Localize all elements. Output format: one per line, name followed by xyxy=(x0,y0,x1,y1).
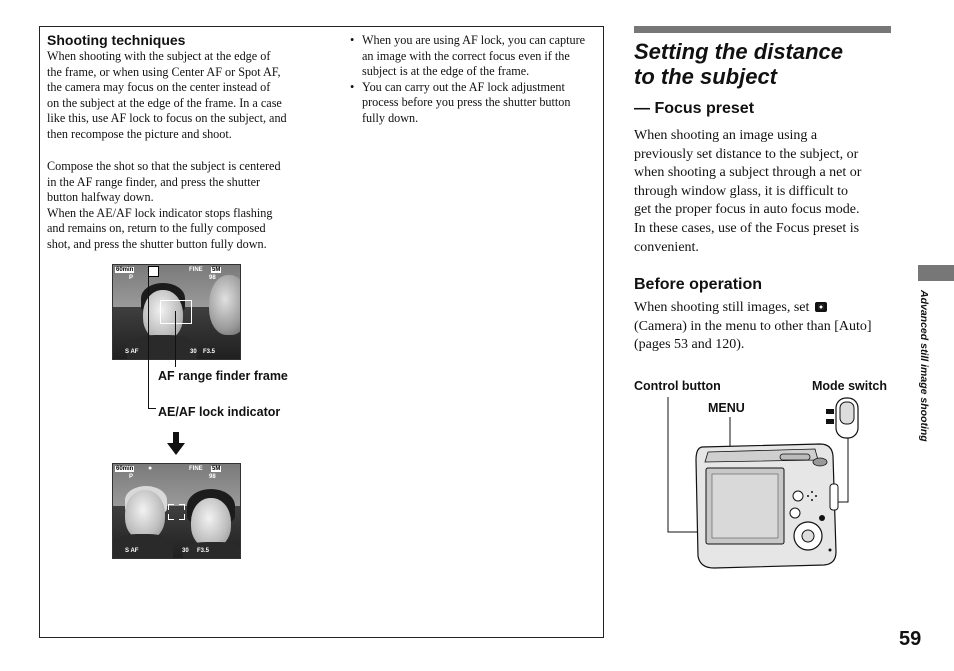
shutter-speed: 30 xyxy=(182,548,189,554)
text-line: convenient. xyxy=(634,239,699,255)
af-range-finder-label: AF range finder frame xyxy=(158,369,288,383)
section-title-bar xyxy=(634,26,891,33)
remaining-count: 98 xyxy=(209,474,216,480)
af-bracket-tr xyxy=(179,504,185,510)
menu-label: MENU xyxy=(708,401,745,415)
text-line: the camera may focus on the center instead of xyxy=(47,80,271,95)
focus-preset-intro xyxy=(634,127,894,257)
page-title xyxy=(634,39,904,89)
lcd-screen-recomposed xyxy=(112,463,241,559)
page-number: 59 xyxy=(899,628,922,650)
af-lock-bullets xyxy=(348,33,593,127)
ae-af-lock-dot-icon: ● xyxy=(148,465,153,472)
text-line: like this, use AF lock to focus on the subject, and xyxy=(47,111,287,126)
before-operation-text xyxy=(634,299,894,355)
text-line: When the AE/AF lock indicator stops flashing xyxy=(47,205,273,220)
text-line: In these cases, use of the Focus preset is xyxy=(634,220,860,236)
text-line: the frame, or when using Center AF or Spot AF, xyxy=(47,64,281,79)
section-side-tab xyxy=(918,265,954,281)
af-bracket-tl xyxy=(168,504,174,510)
quality-indicator: FINE xyxy=(189,466,203,472)
left-subject-face xyxy=(125,490,165,540)
text-line: button halfway down. xyxy=(47,190,154,205)
af-bracket-br xyxy=(179,514,185,520)
mode-switch-label: Mode switch xyxy=(812,379,888,393)
quality-indicator: FINE xyxy=(189,267,203,273)
left-subject-shirt xyxy=(113,534,173,559)
bullet-item: • You can carry out the AF lock adjustment process before you press the shutter button fully down. xyxy=(348,80,593,127)
text-line: (pages 53 and 120). xyxy=(634,337,745,353)
focus-preset-subtitle: — Focus preset xyxy=(634,100,755,117)
remaining-count: 98 xyxy=(209,275,216,281)
af-range-finder-frame xyxy=(160,300,192,324)
text-line xyxy=(634,299,894,318)
image-size-indicator: 5M xyxy=(212,466,221,472)
camera-icon xyxy=(815,302,827,312)
right-subject-face xyxy=(191,498,231,548)
text-line: and remains on, return to the fully composed xyxy=(47,221,266,236)
callout-line-ae-lock xyxy=(148,272,149,409)
paragraph-af-lock-intro xyxy=(47,49,309,143)
ae-af-indicator: S AF xyxy=(125,349,139,355)
ae-af-lock-label: AE/AF lock indicator xyxy=(158,405,281,419)
callout-line-ae-lock-tail xyxy=(148,408,156,409)
aperture-value: F3.5 xyxy=(203,349,216,355)
subject-shirt xyxy=(127,335,197,360)
battery-indicator: 60min xyxy=(116,466,134,472)
aperture-value: F3.5 xyxy=(197,548,210,554)
mode-indicator: P xyxy=(129,275,134,281)
text-line: on the subject at the edge of the frame. In a case xyxy=(47,95,282,110)
text-line: previously set distance to the subject, or xyxy=(634,146,859,162)
text-line: Compose the shot so that the subject is centered xyxy=(47,159,281,173)
second-face xyxy=(209,275,241,335)
camera-back-illustration xyxy=(660,392,870,577)
lcd-screen-af-frame xyxy=(112,264,241,360)
down-arrow-icon xyxy=(167,432,185,456)
paragraph-compose-shot xyxy=(47,159,309,253)
text-line: when shooting a subject through a net or xyxy=(634,165,862,181)
text-line: (Camera) in the menu to other than [Auto] xyxy=(634,318,872,334)
control-button-label: Control button xyxy=(634,379,721,393)
text-line: get the proper focus in auto focus mode. xyxy=(634,202,860,218)
af-bracket-bl xyxy=(168,514,174,520)
shutter-speed: 30 xyxy=(190,349,197,355)
text-line: through window glass, it is difficult to xyxy=(634,183,849,199)
title-line: to the subject xyxy=(634,64,778,89)
image-size-indicator: 5M xyxy=(212,267,221,273)
text-line: When shooting with the subject at the edge of xyxy=(47,49,271,63)
ae-af-indicator: S AF xyxy=(125,548,139,554)
battery-indicator: 60min xyxy=(116,267,134,273)
ae-af-lock-indicator-icon xyxy=(148,266,159,277)
title-line: Setting the distance xyxy=(634,39,844,64)
callout-line-af-frame xyxy=(175,311,176,367)
text-line: When shooting an image using a xyxy=(634,128,818,143)
shooting-techniques-heading: Shooting techniques xyxy=(47,32,186,48)
text-line: shot, and press the shutter button fully down. xyxy=(47,236,267,251)
bullet-item: • When you are using AF lock, you can capture an image with the correct focus even if the subject is at the edge of the frame. xyxy=(348,33,593,80)
text-line: in the AF range finder, and press the shutter xyxy=(47,174,261,189)
text-line: then recompose the picture and shoot. xyxy=(47,126,232,141)
mode-indicator: P xyxy=(129,474,134,480)
right-subject-shirt xyxy=(183,542,241,559)
section-side-label: Advanced still image shooting xyxy=(918,290,930,442)
before-operation-heading: Before operation xyxy=(634,276,763,293)
text-segment: When shooting still images, set xyxy=(634,300,810,315)
